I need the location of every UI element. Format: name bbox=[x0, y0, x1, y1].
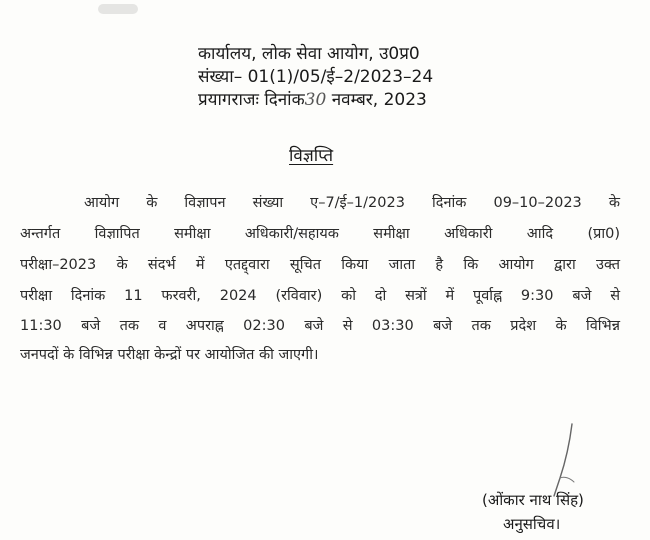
date-day-handwritten: 30 bbox=[304, 90, 327, 110]
handwritten-signature-icon bbox=[520, 420, 600, 500]
reference-number: संख्या– 01(1)/05/ई–2/2023–24 bbox=[198, 67, 434, 87]
body-line-6: जनपदों के विभिन्न परीक्षा केन्द्रों पर आयोजित की जाएगी। bbox=[20, 347, 319, 363]
body-line-2: अन्तर्गत विज्ञापित समीक्षा अधिकारी/सहायक समीक्षा अधिकारी आदि (प्रा0) bbox=[20, 226, 620, 242]
signatory-name: (ओंकार नाथ सिंह) bbox=[482, 491, 584, 509]
date-line bbox=[198, 89, 427, 111]
body-line-4: परीक्षा दिनांक 11 फरवरी, 2024 (रविवार) को दो सत्रों में पूर्वाह्न 9:30 बजे से bbox=[20, 288, 620, 304]
date-suffix: नवम्बर, 2023 bbox=[331, 90, 427, 110]
scan-smudge bbox=[98, 4, 138, 14]
date-prefix: प्रयागराजः दिनांक bbox=[198, 90, 305, 110]
notice-title: विज्ञप्ति bbox=[289, 146, 334, 166]
body-line-5: 11:30 बजे तक व अपराह्न 02:30 बजे से 03:30 बजे तक प्रदेश के विभिन्न bbox=[20, 318, 620, 334]
signatory-designation: अनुसचिव। bbox=[503, 515, 561, 533]
office-name: कार्यालय, लोक सेवा आयोग, उ0प्र0 bbox=[198, 44, 420, 64]
body-line-3: परीक्षा–2023 के संदर्भ में एतद्द्वारा सूचित किया जाता है कि आयोग द्वारा उक्त bbox=[20, 257, 620, 273]
body-line-1: आयोग के विज्ञापन संख्या ए–7/ई–1/2023 दिनांक 09–10–2023 के bbox=[84, 195, 620, 211]
